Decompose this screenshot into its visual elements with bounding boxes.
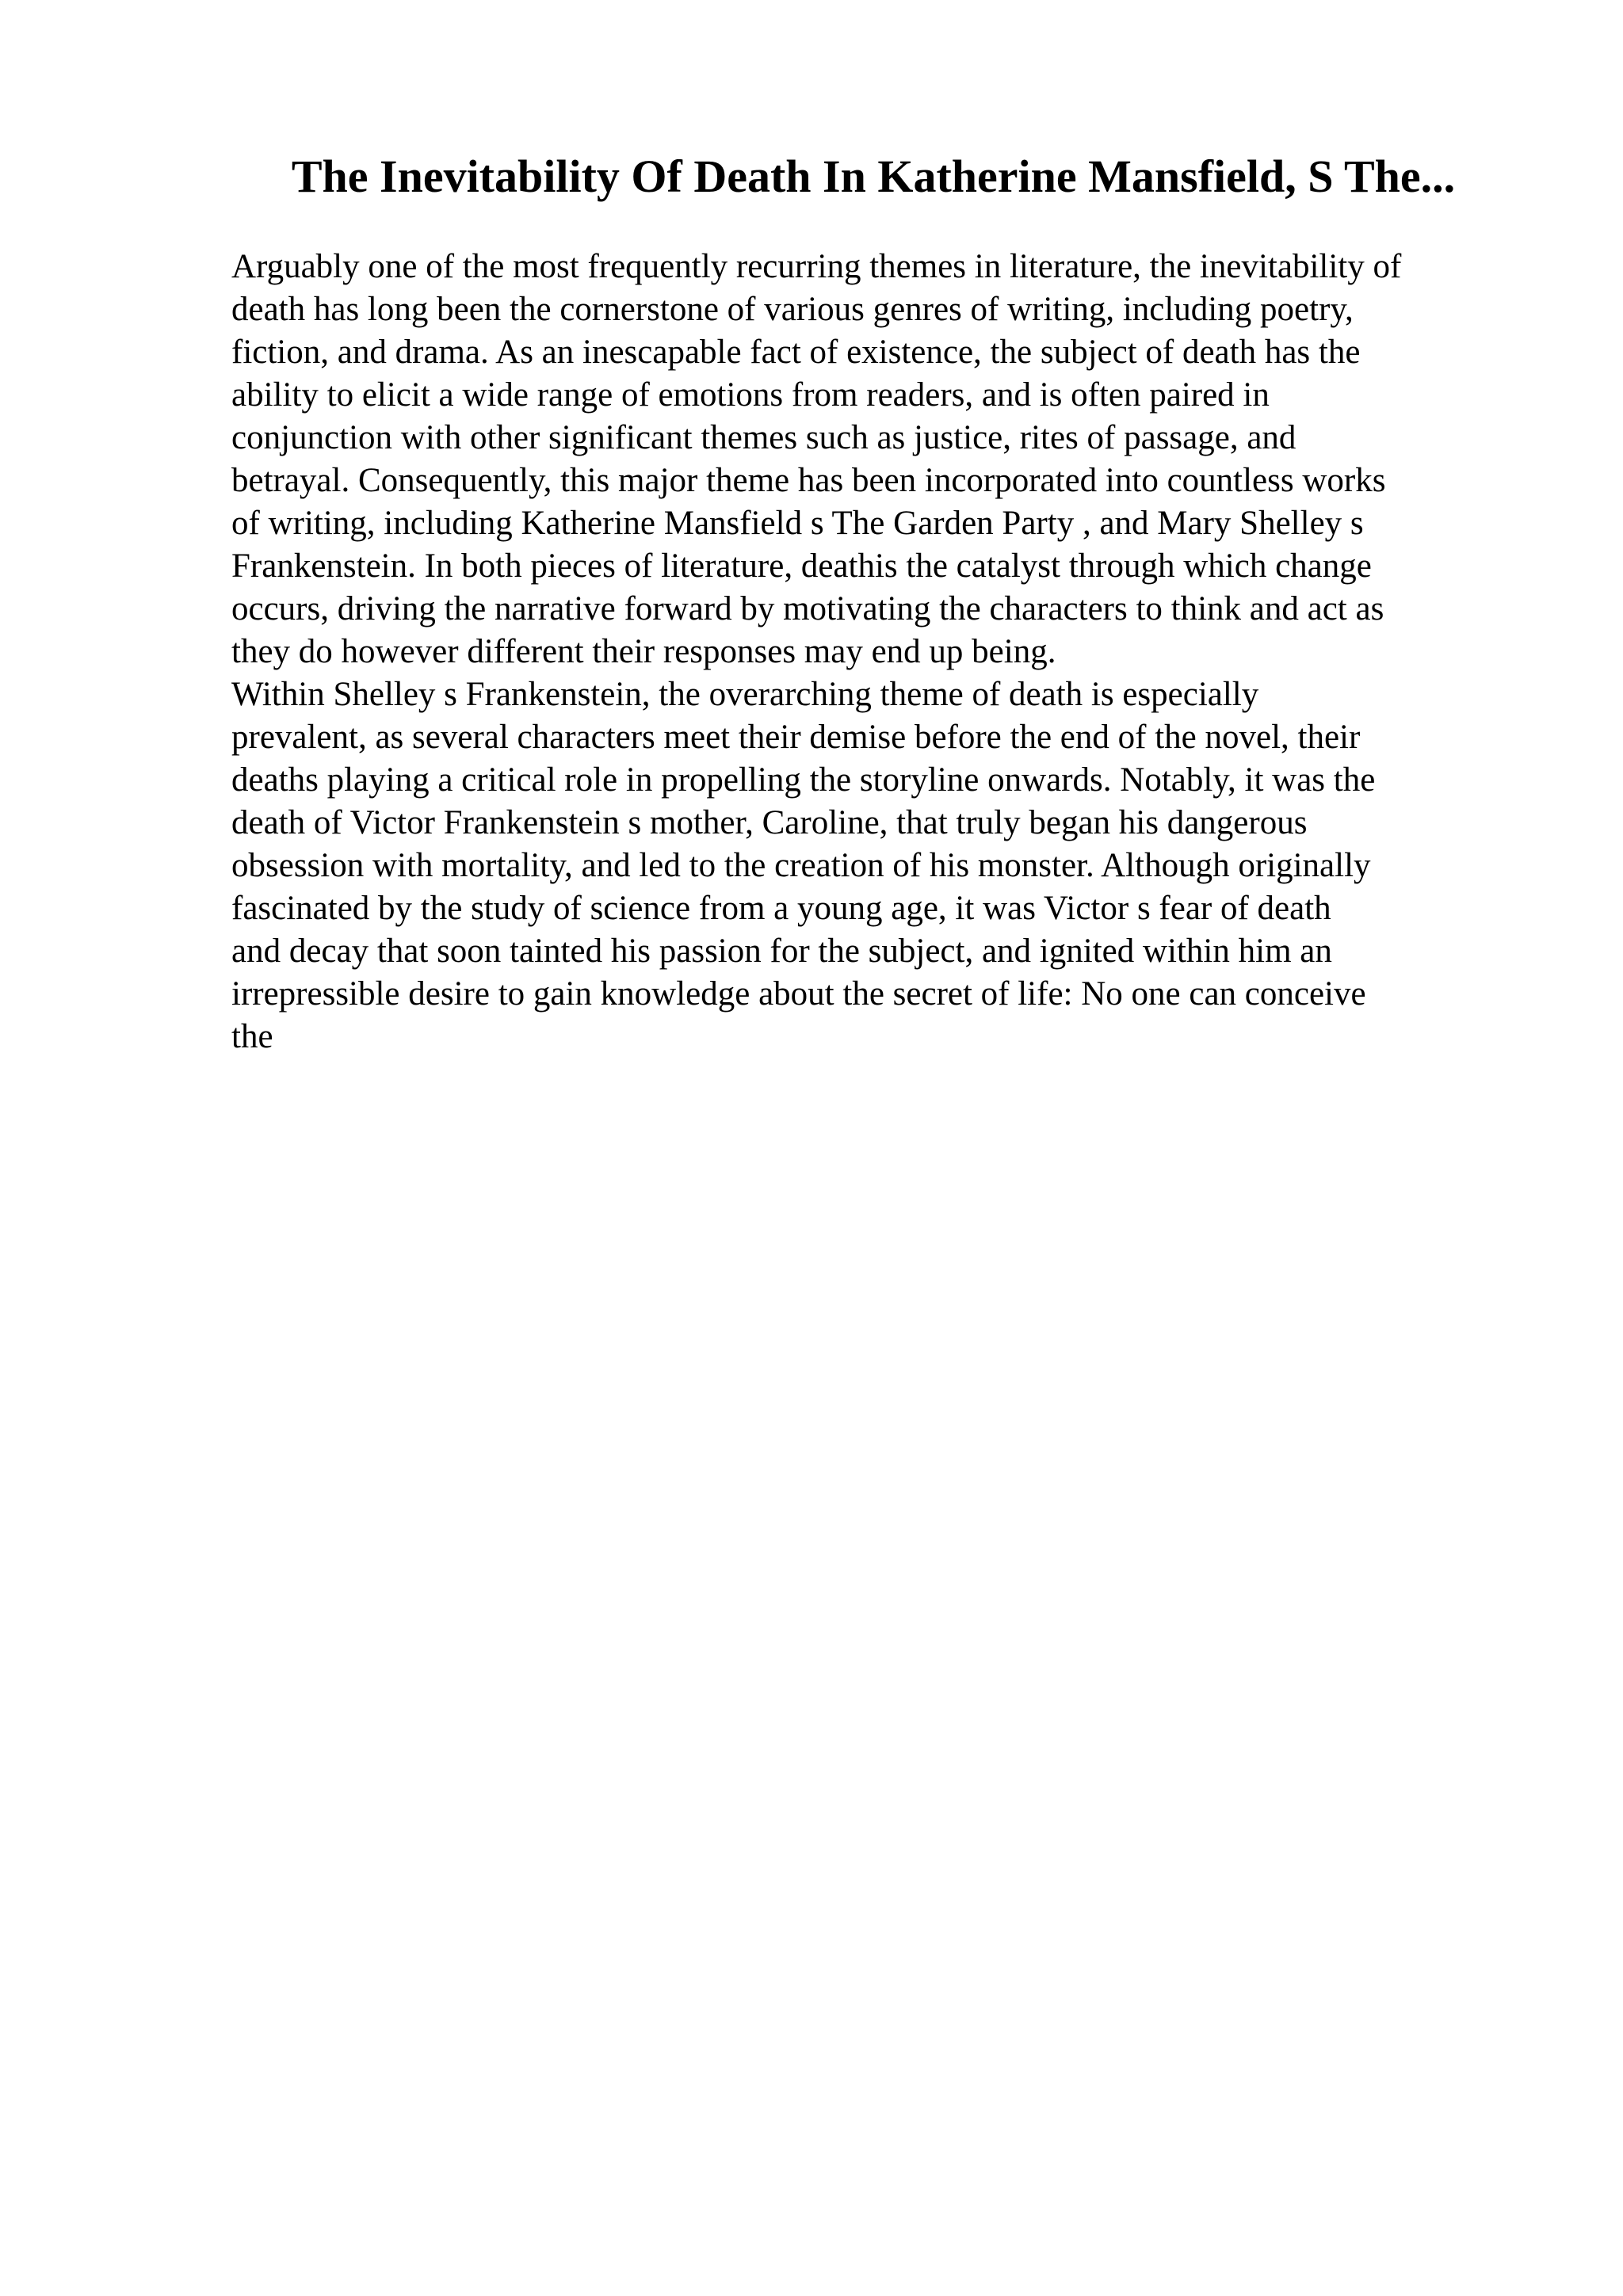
- body-line: Frankenstein. In both pieces of literature, deathis the catalyst through which change: [231, 547, 1372, 585]
- body-line: occurs, driving the narrative forward by motivating the characters to think and act as: [231, 590, 1384, 627]
- body-line: deaths playing a critical role in propelling the storyline onwards. Notably, it was the: [231, 761, 1376, 799]
- document-title: The Inevitability Of Death In Katherine Mansfield, S The...: [291, 151, 1456, 202]
- document-body: [231, 246, 1531, 1058]
- body-line: the: [231, 1018, 273, 1055]
- body-line: betrayal. Consequently, this major theme has been incorporated into countless works: [231, 462, 1386, 499]
- body-line: irrepressible desire to gain knowledge about the secret of life: No one can conceive: [231, 975, 1366, 1013]
- body-line: fiction, and drama. As an inescapable fact of existence, the subject of death has the: [231, 334, 1361, 371]
- body-line: prevalent, as several characters meet their demise before the end of the novel, their: [231, 719, 1361, 756]
- body-line: of writing, including Katherine Mansfield s The Garden Party , and Mary Shelley s: [231, 505, 1364, 542]
- body-line: obsession with mortality, and led to the creation of his monster. Although originally: [231, 847, 1371, 884]
- body-line: ability to elicit a wide range of emotions from readers, and is often paired in: [231, 376, 1270, 414]
- body-line: Arguably one of the most frequently recurring themes in literature, the inevitability of: [231, 248, 1402, 285]
- body-line: death has long been the cornerstone of various genres of writing, including poetry,: [231, 291, 1354, 328]
- body-line: Within Shelley s Frankenstein, the overarching theme of death is especially: [231, 676, 1259, 713]
- body-line: conjunction with other significant themes such as justice, rites of passage, and: [231, 419, 1296, 456]
- body-line: and decay that soon tainted his passion for the subject, and ignited within him an: [231, 933, 1332, 970]
- body-line: they do however different their responses may end up being.: [231, 633, 1056, 670]
- body-line: fascinated by the study of science from a young age, it was Victor s fear of death: [231, 890, 1331, 927]
- body-line: death of Victor Frankenstein s mother, Caroline, that truly began his dangerous: [231, 804, 1308, 841]
